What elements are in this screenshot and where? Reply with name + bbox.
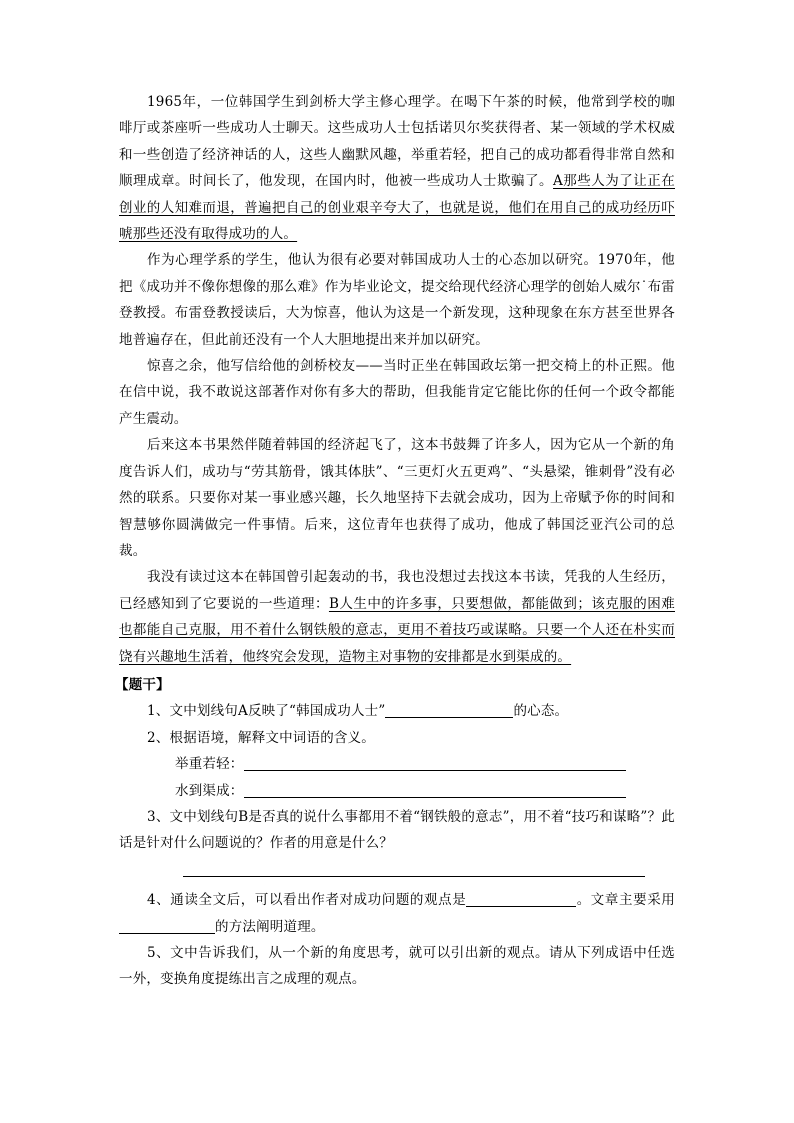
- answer-blank-q4-2[interactable]: [119, 917, 215, 934]
- question-2-term-1: 举重若轻：: [119, 751, 675, 777]
- question-heading: 【题干】: [115, 676, 170, 693]
- question-1: 1、文中划线句A反映了“韩国成功人士” 的心态。: [147, 703, 569, 720]
- article-body: [115, 89, 675, 993]
- answer-blank-q1[interactable]: [385, 701, 513, 718]
- paragraph-1: 1965年，一位韩国学生到剑桥大学主修心理学。在喝下午茶的时候，他常到学校的咖啡厅或茶座听一些成功人士聊天。这些成功人士包括诺贝尔奖获得者、某一领域的学术权威和一些创造了经济神话的人，这些人幽默风趣，举重若轻，把自己的成功都看得非常自然和顺理成章。时间长了，他发现，在国内时，他被一些成功人士欺骗了。A那些人为了让正在创业的人知难而退，普遍把自己的创业艰辛夸大了，也就是说，他们在用自己的成功经历吓唬那些还没有取得成功的人。: [119, 94, 675, 243]
- question-5: 5、文中告诉我们，从一个新的角度思考，就可以引出新的观点。请从下列成语中任选一外，变换角度提练出言之成理的观点。: [119, 945, 675, 988]
- underlined-sentence-a: A那些人为了让正在创业的人知难而退，普遍把自己的创业艰辛夸大了，也就是说，他们在用自己的成功经历吓唬那些还没有取得成功的人。: [119, 173, 675, 243]
- answer-line-q3[interactable]: [183, 860, 645, 877]
- question-3: 3、文中划线句B是否真的说什么事都用不着“钢铁般的意志”，用不着“技巧和谋略”？此话是针对什么问题说的？作者的用意是什么？: [119, 808, 675, 852]
- answer-line-term-2[interactable]: [244, 781, 626, 798]
- paragraph-5: 我没有读过这本在韩国曾引起轰动的书，我也没想过去找这本书读，凭我的人生经历，已经感知到了它要说的一些道理：B人生中的许多事，只要想做，都能做到；该克服的困难也都能自己克服，用不着什么钢铁般的意志，更用不着技巧或谋略。只要一个人还在朴实而饶有兴趣地生活着，他终究会发现，造物主对事物的安排都是水到渠成的。: [119, 569, 675, 665]
- question-2: 2、根据语境，解释文中词语的含义。: [147, 729, 375, 746]
- underlined-sentence-b: B人生中的许多事，只要想做，都能做到；该克服的困难也都能自己克服，用不着什么钢铁般的意志，更用不着技巧或谋略。只要一个人还在朴实而饶有兴趣地生活着，他终究会发现，造物主对事物的安排都是水到渠成的。: [119, 595, 675, 665]
- paragraph-2: 作为心理学系的学生，他认为很有必要对韩国成功人士的心态加以研究。1970年，他把《成功并不像你想像的那么难》作为毕业论文，提交给现代经济心理学的创始人威尔˙布雷登教授。布雷登教授读后，大为惊喜，他认为这是一个新发现，这种现象在东方甚至世界各地普遍存在，但此前还没有一个人大胆地提出来并加以研究。: [119, 252, 675, 348]
- answer-blank-q4-1[interactable]: [466, 890, 576, 907]
- question-3-answer-row: [119, 857, 675, 883]
- paragraph-4: 后来这本书果然伴随着韩国的经济起飞了，这本书鼓舞了许多人，因为它从一个新的角度告诉人们，成功与“劳其筋骨，饿其体肤”、“三更灯火五更鸡”、“头悬梁，锥刺骨”没有必然的联系。只要你对某一事业感兴趣，长久地坚持下去就会成功，因为上帝赋予你的时间和智慧够你圆满做完一件事情。后来，这位青年也获得了成功，他成了韩国泛亚汽公司的总裁。: [119, 437, 675, 559]
- question-2-term-2: 水到渠成：: [119, 778, 675, 804]
- paragraph-3: 惊喜之余，他写信给他的剑桥校友——当时正坐在韩国政坛第一把交椅上的朴正熙。他在信中说，我不敢说这部著作对你有多大的帮助，但我能肯定它能比你的任何一个政令都能产生震动。: [119, 358, 675, 427]
- answer-line-term-1[interactable]: [244, 754, 626, 771]
- question-4: 4、通读全文后，可以看出作者对成功问题的观点是 。文章主要采用的方法阐明道理。: [119, 887, 675, 940]
